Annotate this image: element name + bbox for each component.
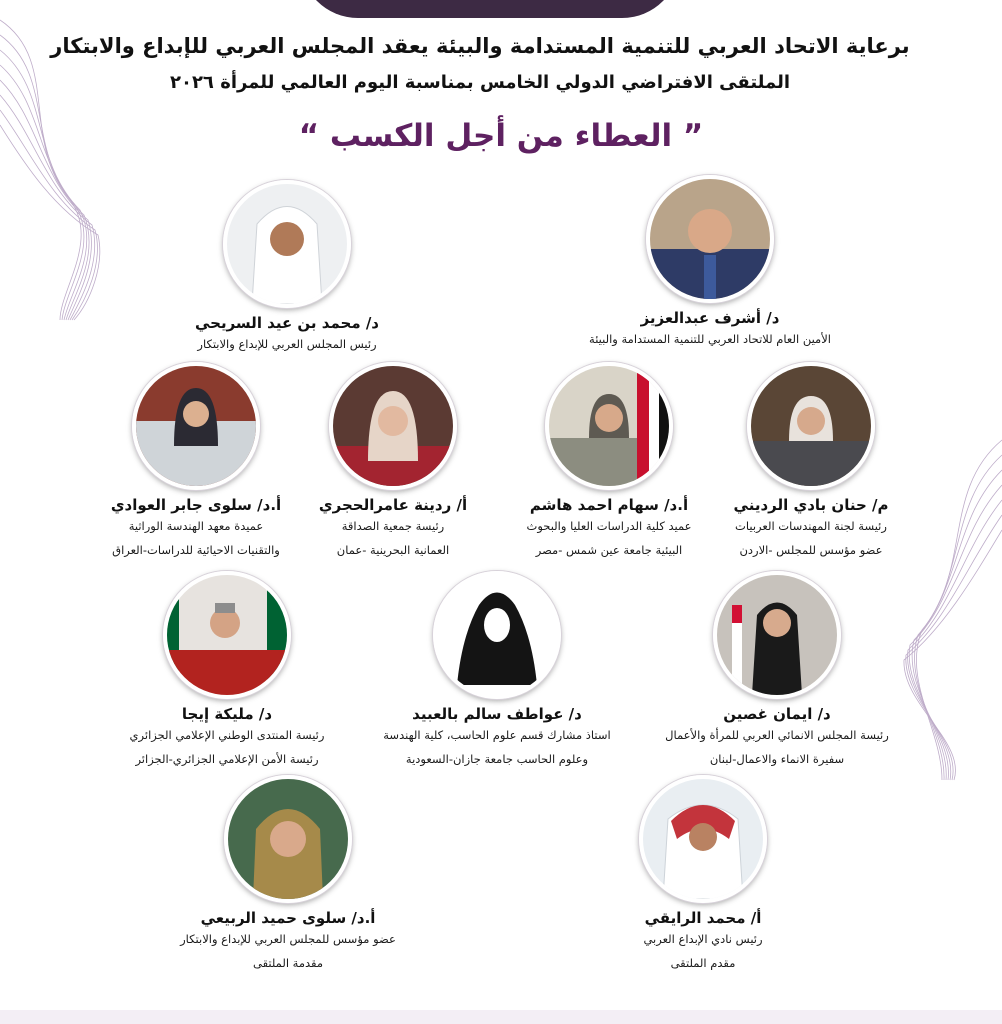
- person-title: وعلوم الحاسب جامعة جازان-السعودية: [405, 752, 589, 766]
- person-title: عضو مؤسس للمجلس العربي للإبداع والابتكار: [180, 932, 396, 946]
- person-photo: [639, 775, 767, 903]
- person-name: أ.د/ سلوى حميد الربيعي: [200, 909, 376, 927]
- person-photo: [132, 362, 260, 490]
- event-title: ” العطاء من أجل الكسب “: [298, 118, 704, 154]
- person-card: [67, 571, 387, 771]
- person-title: رئيسة المجلس الانمائي العربي للمرأة والأعمال: [665, 728, 889, 742]
- person-title: البيئية جامعة عين شمس -مصر: [535, 543, 683, 557]
- person-photo: [224, 775, 352, 903]
- person-title: سفيرة الانماء والاعمال-لبنان: [709, 752, 845, 766]
- sponsor-line: برعاية الاتحاد العربي للتنمية المستدامة والبيئة يعقد المجلس العربي للإبداع والابتكار: [50, 34, 910, 58]
- person-name: د/ ايمان غصين: [723, 705, 831, 723]
- person-title: عميد كلية الدراسات العليا والبحوث: [526, 519, 692, 533]
- person-photo: [646, 175, 774, 303]
- person-title: والتقنيات الاحيائية للدراسات-العراق: [112, 543, 280, 557]
- person-title: رئيسة الأمن الإعلامي الجزائري-الجزائر: [135, 752, 319, 766]
- person-name: د/ محمد بن عيد السريحي: [194, 314, 380, 332]
- person-title: الأمين العام للاتحاد العربي للتنمية المستدامة والبيئة: [589, 332, 831, 346]
- person-card: [128, 775, 448, 975]
- person-photo: [545, 362, 673, 490]
- person-card: [617, 571, 937, 771]
- person-title: رئيسة المنتدى الوطني الإعلامي الجزائري: [129, 728, 325, 742]
- person-photo: [163, 571, 291, 699]
- person-title: مقدمة الملتقى: [252, 956, 324, 970]
- person-name: م/ حنان بادي الرديني: [733, 496, 889, 514]
- person-name: د/ أشرف عبدالعزيز: [640, 309, 780, 327]
- person-photo: [223, 180, 351, 308]
- person-card: [36, 362, 356, 562]
- person-title: مقدم الملتقى: [670, 956, 736, 970]
- person-name: أ/ ردينة عامرالحجري: [318, 496, 468, 514]
- bottom-strip: [0, 1010, 1002, 1024]
- person-title: رئيسة جمعية الصداقة: [341, 519, 445, 533]
- top-decor-arc: [300, 0, 680, 18]
- person-card: [550, 175, 870, 351]
- person-title: رئيس المجلس العربي للإبداع والابتكار: [197, 337, 377, 351]
- person-title: رئيسة لجنة المهندسات العربيات: [735, 519, 887, 533]
- person-name: د/ عواطف سالم بالعبيد: [412, 705, 582, 723]
- person-name: د/ مليكة إيجا: [181, 705, 273, 723]
- person-name: أ.د/ سلوى جابر العوادي: [110, 496, 282, 514]
- person-title: عضو مؤسس للمجلس -الاردن: [739, 543, 883, 557]
- person-name: أ/ محمد الرايقي: [644, 909, 762, 927]
- person-title: العمانية البحرينية -عمان: [336, 543, 450, 557]
- person-name: أ.د/ سهام احمد هاشم: [529, 496, 689, 514]
- person-card: [543, 775, 863, 975]
- person-photo: [433, 571, 561, 699]
- person-title: عميدة معهد الهندسة الوراثية: [128, 519, 264, 533]
- person-card: [127, 180, 447, 356]
- event-subtitle: الملتقى الافتراضي الدولي الخامس بمناسبة اليوم العالمي للمرأة ٢٠٢٦: [169, 72, 791, 93]
- person-title: رئيس نادي الإبداع العربي: [643, 932, 763, 946]
- person-photo: [713, 571, 841, 699]
- person-title: استاذ مشارك قسم علوم الحاسب، كلية الهندسة: [383, 728, 611, 742]
